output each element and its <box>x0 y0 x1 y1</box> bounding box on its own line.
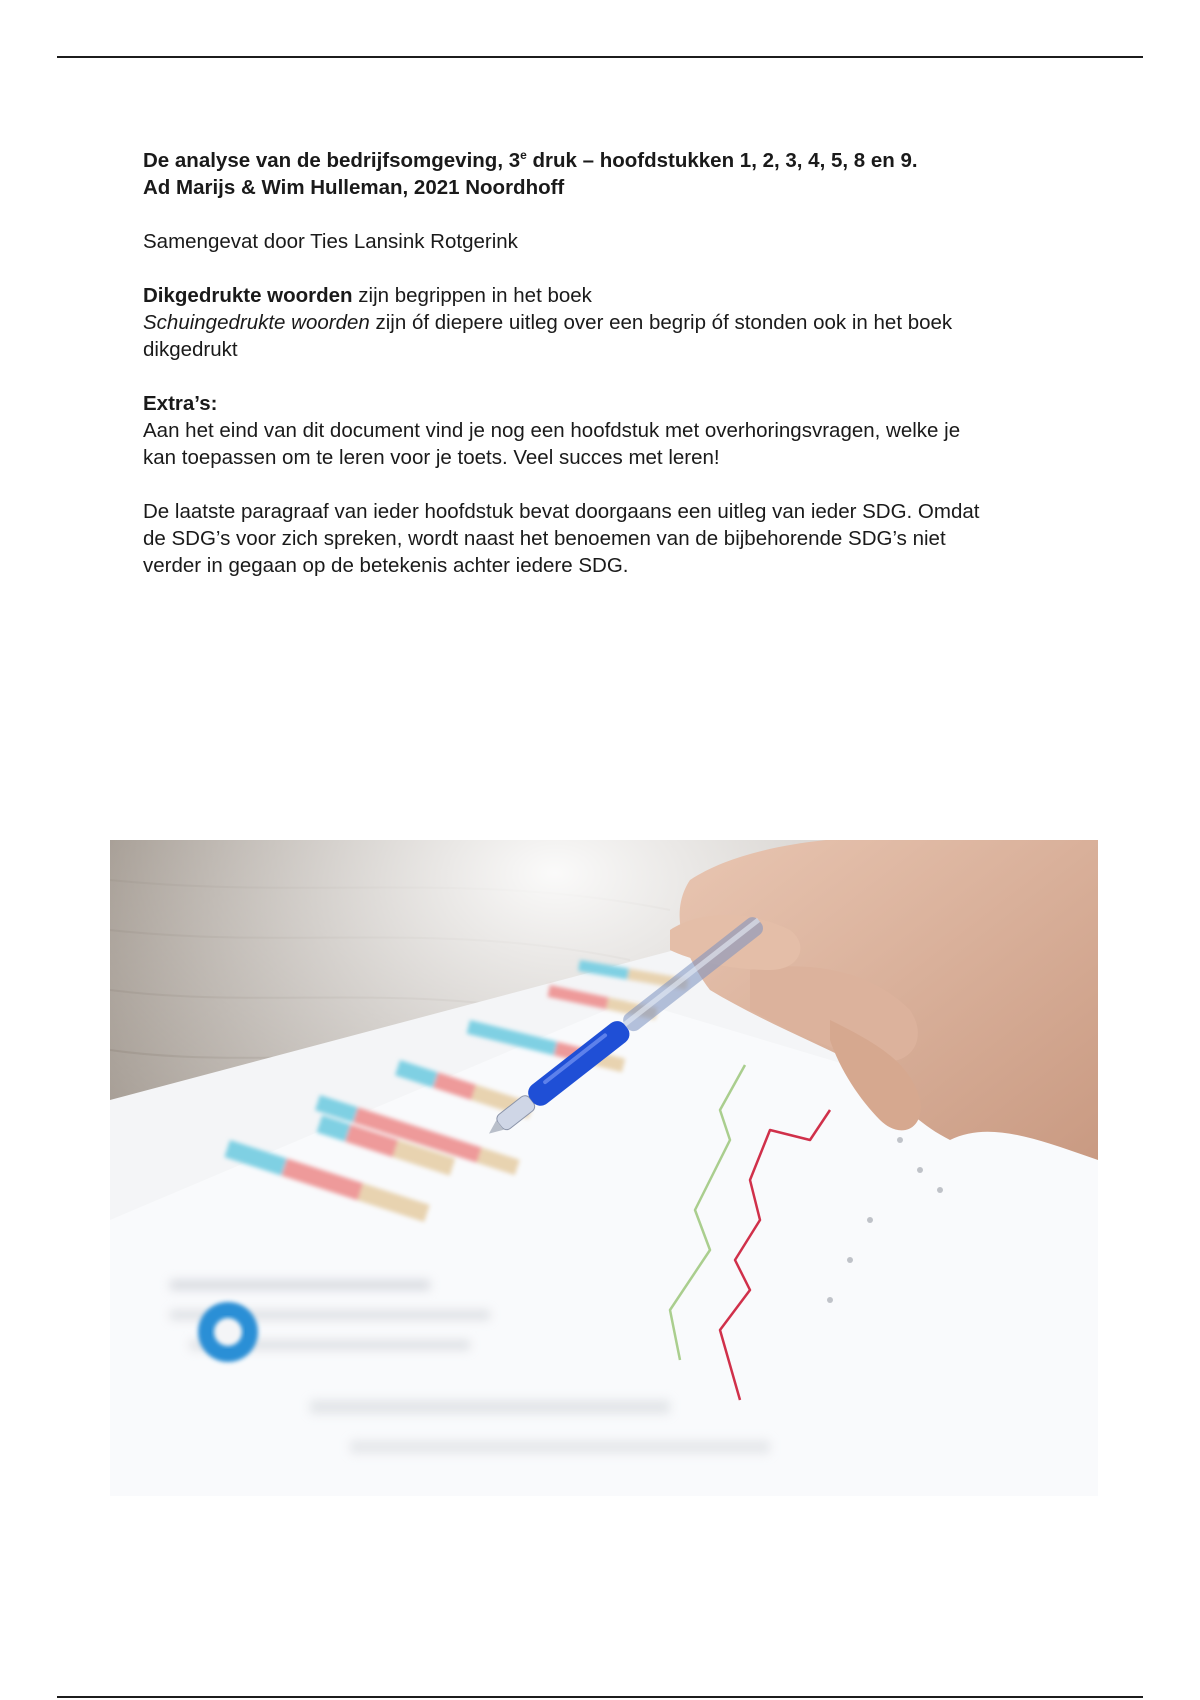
extras-heading: Extra’s: <box>143 391 218 415</box>
document-authors: Ad Marijs & Wim Hulleman, 2021 Noordhoff <box>143 175 565 199</box>
summary-author: Samengevat door Ties Lansink Rotgerink <box>143 229 518 253</box>
extras-text-1: Aan het eind van dit document vind je nog een hoofdstuk met overhoringsvragen, welke je <box>143 418 961 442</box>
document-body <box>143 142 1063 579</box>
sdg-text-2: de SDG’s voor zich spreken, wordt naast het benoemen van de bijbehorende SDG’s niet <box>143 526 946 550</box>
italic-legend: Schuingedrukte woorden zijn óf diepere uitleg over een begrip óf stonden ook in het boek <box>143 310 953 334</box>
extras-text-2: kan toepassen om te leren voor je toets. Veel succes met leren! <box>143 445 720 469</box>
bold-legend: Dikgedrukte woorden zijn begrippen in het boek <box>143 283 592 307</box>
italic-legend-cont: dikgedrukt <box>143 337 238 361</box>
bottom-rule <box>57 1696 1143 1698</box>
sdg-text-1: De laatste paragraaf van ieder hoofdstuk bevat doorgaans een uitleg van ieder SDG. Omdat <box>143 499 980 523</box>
sdg-text-3: verder in gegaan op de betekenis achter iedere SDG. <box>143 553 629 577</box>
chart-photo-illustration <box>110 840 1098 1496</box>
chart-photo <box>110 840 1098 1496</box>
document-title: De analyse van de bedrijfsomgeving, 3e druk – hoofdstukken 1, 2, 3, 4, 5, 8 en 9. <box>143 148 918 172</box>
top-rule <box>57 56 1143 58</box>
